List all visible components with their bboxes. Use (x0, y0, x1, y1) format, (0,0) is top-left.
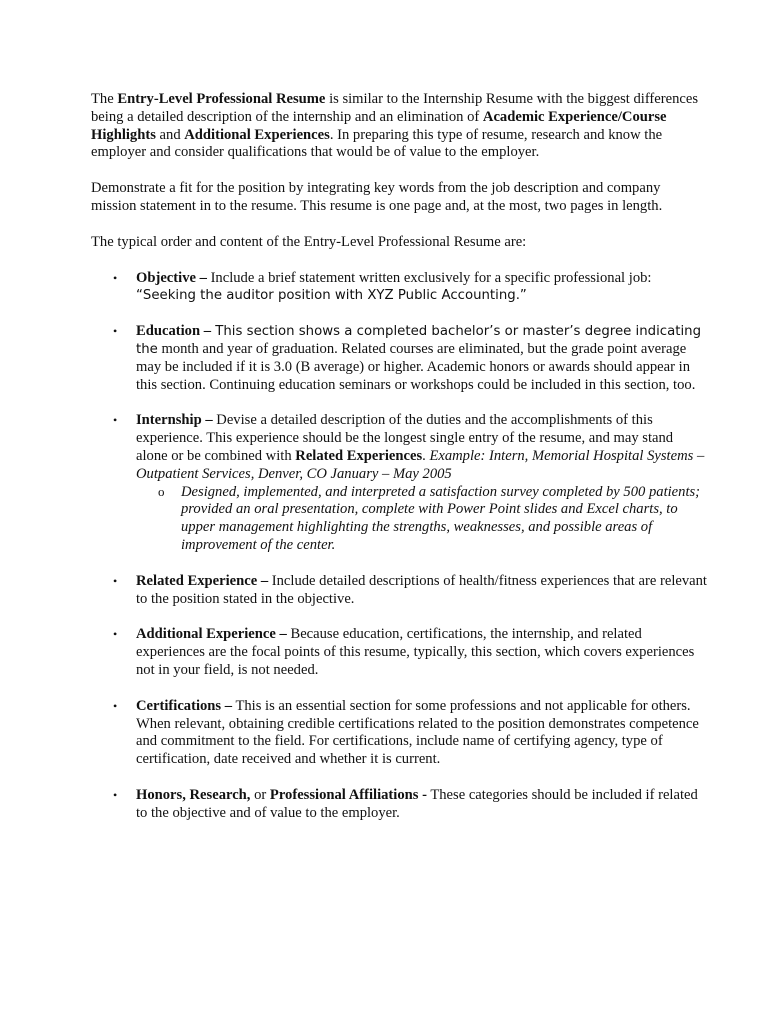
sub-bullet-icon: o (158, 483, 165, 499)
list-item-certifications (91, 698, 708, 769)
section-text: These categories should be included if related to the objective and of value to the employer. (136, 786, 698, 821)
bullet-icon: • (113, 698, 118, 713)
section-title: Professional Affiliations - (269, 786, 427, 803)
intro-text: is similar to the Internship Resume with the biggest differences being a detailed description of the internship and an elimination of (91, 91, 699, 125)
section-title: Certifications – (136, 697, 233, 714)
bullet-icon: • (113, 413, 118, 428)
section-title: Internship – (136, 412, 213, 429)
section-text: Include a brief statement written exclusively for a specific professional job: (206, 269, 652, 286)
bullet-icon: • (113, 627, 118, 642)
list-item-related-experience (91, 573, 708, 609)
section-title: Objective – (136, 269, 207, 286)
list-item-internship (91, 412, 708, 554)
section-text: . (422, 447, 430, 464)
section-text: Include detailed descriptions of health/fitness experiences that are relevant to the position stated in the objective. (136, 572, 707, 607)
list-item-objective (91, 270, 708, 306)
sub-list (136, 484, 708, 555)
section-text: This section shows a completed bachelor’s or master’s degree indicating the (136, 324, 702, 357)
resume-sections-list (91, 270, 708, 823)
intro-paragraph-2: Demonstrate a fit for the position by integrating key words from the job description and company mission statement in to the resume. This resume is one page and, at the most, two pages in length. (91, 180, 663, 214)
list-item-honors (91, 787, 708, 823)
section-title: Education – (136, 323, 212, 340)
section-text: Devise a detailed description of the duties and the accomplishments of this experience. This experience should be the longest single entry of the resume, and may stand alone or be combined with (136, 412, 674, 464)
section-title: Related Experience – (136, 572, 269, 589)
section-text: This is an essential section for some professions and not applicable for others. When relevant, obtaining credible certifications related to the position demonstrates competence and commitment to the field. For certifications, include name of certifying agency, type of certification, date received and whether it is current. (136, 697, 699, 768)
bullet-icon: • (113, 787, 118, 802)
bullet-icon: • (113, 270, 118, 285)
sub-item-text: Designed, implemented, and interpreted a satisfaction survey completed by 500 patients; provided an oral presentation, complete with Power Point slides and Excel charts, to upper management highlighting the strengths, weaknesses, and possible areas of improvement of the center. (181, 483, 701, 553)
related-experiences-term: Related Experiences (295, 447, 423, 464)
section-text: Because education, certifications, the internship, and related experiences are the focal points of this resume, typically, this section, which covers experiences not in your field, is not needed. (136, 626, 695, 678)
bullet-icon: • (113, 324, 118, 339)
section-example: Example: Intern, Memorial Hospital Systems – Outpatient Services, Denver, CO January – May 2005 (136, 447, 705, 482)
intro-text: The (91, 91, 118, 107)
section-title: Honors, Research, (136, 786, 251, 803)
resume-type-term: Entry-Level Professional Resume (117, 91, 326, 107)
section-text: month and year of graduation. Related courses are eliminated, but the grade point average may be included if it is 3.0 (B average) or higher. Academic honors or awards should appear in this section. Continuing education seminars or workshops could be included in this section, too. (136, 340, 696, 393)
intro-paragraph-3: The typical order and content of the Entry-Level Professional Resume are: (91, 233, 527, 250)
intro-text: and (155, 126, 185, 143)
sub-list-item (136, 484, 708, 555)
section-text: or (250, 786, 270, 803)
bullet-icon: • (113, 573, 118, 588)
section-title: Additional Experience – (136, 626, 287, 643)
intro-paragraph-1 (91, 91, 708, 162)
list-item-education (91, 323, 708, 394)
additional-experiences-term: Additional Experiences (184, 126, 330, 143)
intro-text: . In preparing this type of resume, research and know the employer and consider qualifications that would be of value to the employer. (91, 126, 663, 161)
academic-experience-term: Academic Experience/Course Highlights (91, 108, 667, 143)
list-item-additional-experience (91, 626, 708, 679)
section-example: “Seeking the auditor position with XYZ Public Accounting.” (136, 288, 527, 304)
